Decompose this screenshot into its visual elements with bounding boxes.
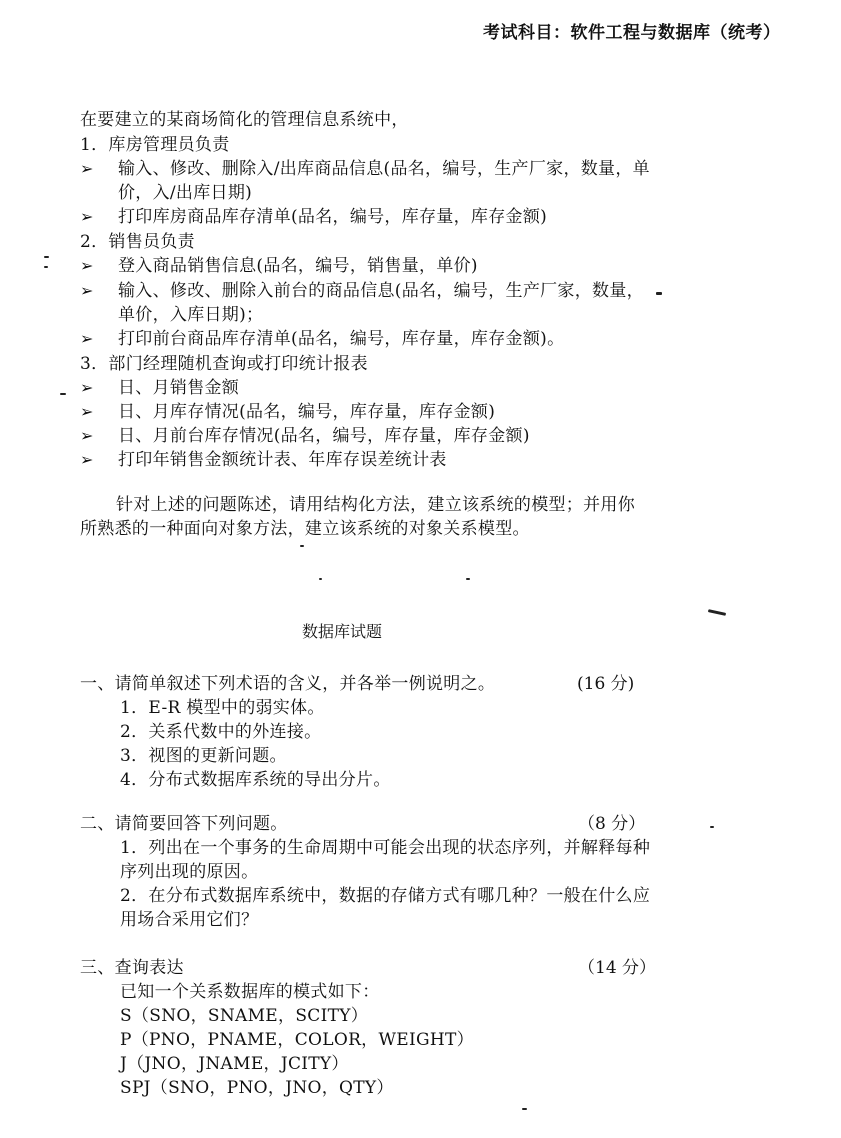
question-item: 2．在分布式数据库系统中，数据的存储方式有哪几种？一般在什么应 [120, 886, 651, 906]
bullet-text: 日、月销售金额 [118, 378, 240, 398]
question-heading: 二、请简要回答下列问题。 [80, 814, 288, 834]
bullet-text: 登入商品销售信息(品名，编号，销售量，单价) [118, 256, 478, 276]
scan-speck [710, 826, 714, 828]
question-item: 4．分布式数据库系统的导出分片。 [120, 770, 391, 790]
scan-speck [656, 292, 662, 295]
schema-line: SPJ（SNO，PNO，JNO，QTY） [120, 1078, 394, 1098]
schema-line: P（PNO，PNAME，COLOR，WEIGHT） [120, 1030, 474, 1050]
scan-speck [319, 578, 322, 580]
bullet-text: 打印库房商品库存清单(品名，编号，库存量，库存金额) [118, 207, 548, 227]
schema-line: S（SNO，SNAME，SCITY） [120, 1006, 369, 1026]
question-points: (16 分) [577, 674, 635, 694]
bullet-text: 日、月前台库存情况(品名，编号，库存量，库存金额) [118, 426, 530, 446]
question-points: （8 分） [578, 814, 646, 834]
question-item: 用场合采用它们？ [120, 910, 259, 930]
scan-speck [708, 609, 726, 616]
question-item: 已知一个关系数据库的模式如下： [120, 982, 380, 1002]
scan-speck [300, 545, 304, 547]
task-text: 所熟悉的一种面向对象方法，建立该系统的对象关系模型。 [80, 519, 530, 539]
section-title: 数据库试题 [302, 622, 383, 641]
question-item: 3．视图的更新问题。 [120, 746, 287, 766]
role-heading: 1．库房管理员负责 [80, 135, 230, 155]
question-item: 1．列出在一个事务的生命周期中可能会出现的状态序列，并解释每种 [120, 838, 651, 858]
intro-text: 在要建立的某商场简化的管理信息系统中， [80, 110, 409, 130]
bullet-arrow-icon: ➢ [80, 329, 94, 348]
bullet-arrow-icon: ➢ [80, 378, 94, 397]
question-item: 1．E-R 模型中的弱实体。 [120, 698, 325, 718]
bullet-arrow-icon: ➢ [80, 159, 94, 178]
bullet-arrow-icon: ➢ [80, 207, 94, 226]
question-points: （14 分） [578, 958, 657, 978]
scan-speck [44, 256, 49, 258]
bullet-arrow-icon: ➢ [80, 426, 94, 445]
scan-speck [466, 578, 470, 580]
role-heading: 2．销售员负责 [80, 232, 195, 252]
bullet-arrow-icon: ➢ [80, 402, 94, 421]
bullet-arrow-icon: ➢ [80, 256, 94, 275]
question-heading: 一、请简单叙述下列术语的含义，并各举一例说明之。 [80, 674, 496, 694]
question-item: 2．关系代数中的外连接。 [120, 722, 322, 742]
bullet-text: 日、月库存情况(品名，编号，库存量，库存金额) [118, 402, 496, 422]
bullet-text: 打印年销售金额统计表、年库存误差统计表 [118, 450, 447, 470]
bullet-text: 价，入/出库日期) [118, 183, 253, 203]
question-item: 序列出现的原因。 [120, 862, 259, 882]
bullet-text: 输入、修改、删除入前台的商品信息(品名，编号，生产厂家，数量， [118, 281, 644, 301]
role-heading: 3．部门经理随机查询或打印统计报表 [80, 354, 368, 374]
bullet-text: 打印前台商品库存清单(品名，编号，库存量，库存金额)。 [118, 329, 565, 349]
schema-line: J（JNO，JNAME，JCITY） [120, 1054, 349, 1074]
scan-speck [44, 266, 48, 268]
bullet-arrow-icon: ➢ [80, 450, 94, 469]
exam-subject-header: 考试科目：软件工程与数据库（统考） [483, 23, 781, 43]
scan-speck [60, 393, 66, 395]
bullet-arrow-icon: ➢ [80, 281, 94, 300]
task-text: 针对上述的问题陈述，请用结构化方法，建立该系统的模型；并用你 [116, 495, 635, 515]
bullet-text: 单价，入库日期)； [118, 305, 264, 325]
bullet-text: 输入、修改、删除入/出库商品信息(品名，编号，生产厂家，数量，单 [118, 159, 650, 179]
question-heading: 三、查询表达 [80, 958, 184, 978]
scan-speck [522, 1108, 527, 1110]
